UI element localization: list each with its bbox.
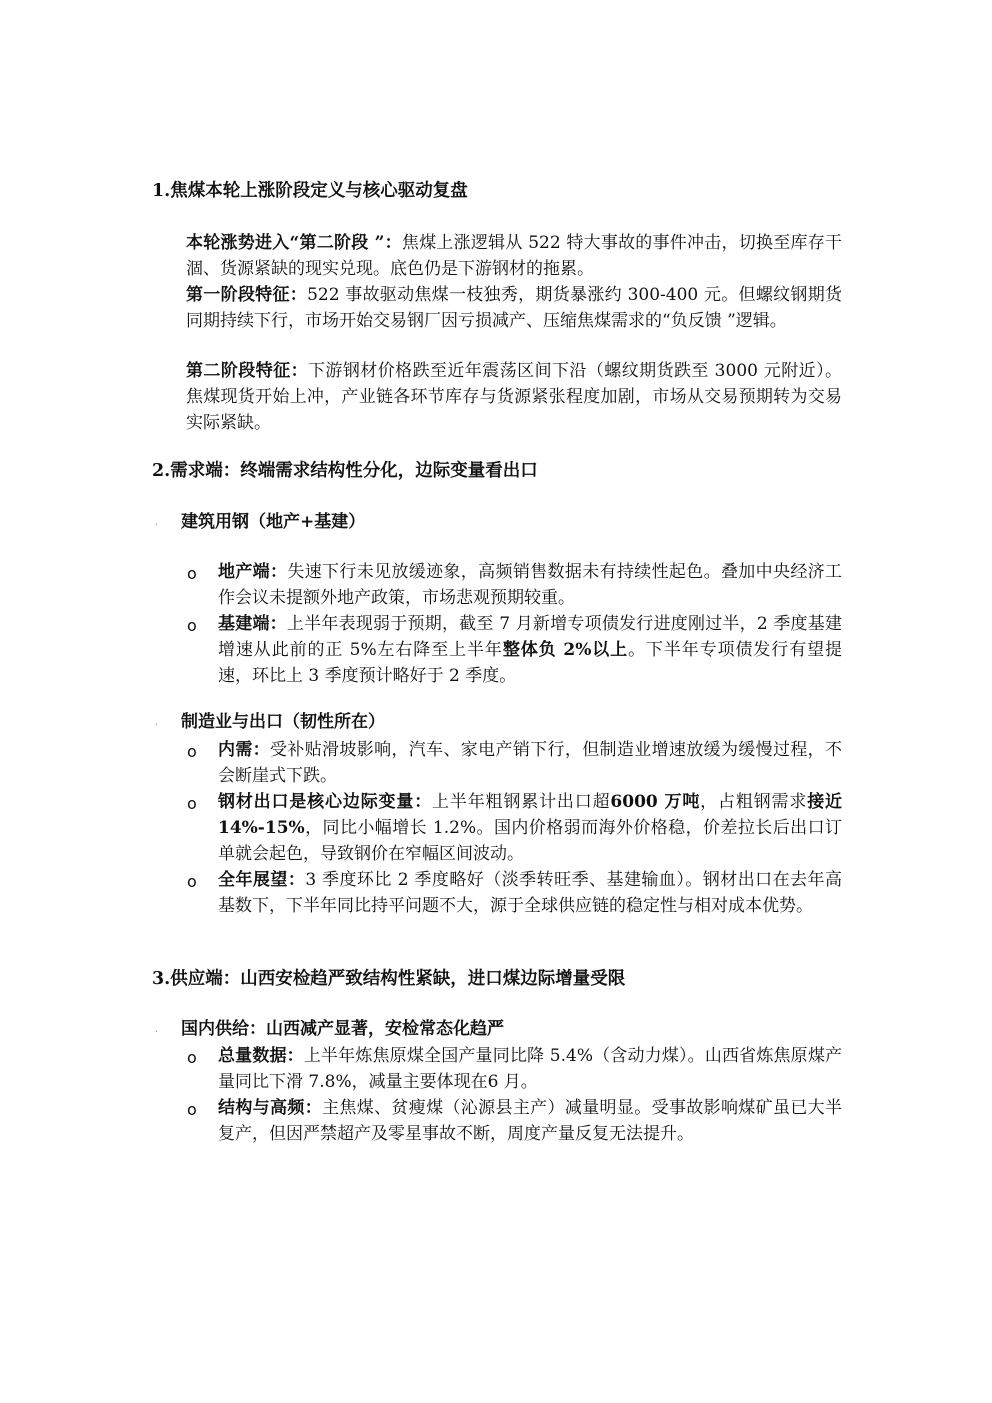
bullet-circle-icon: o — [187, 616, 197, 635]
paragraph-stage-2-entry — [186, 230, 842, 282]
item-label: 钢材出口是核心边际变量： — [218, 792, 433, 812]
item-text: 上半年炼焦原煤全国产量同比降 5.4%（含动力煤）。山西省炼焦原煤产量同比下滑 7.8%，减量主要体现在6 月。 — [218, 1046, 842, 1092]
item-label: 总量数据： — [218, 1046, 304, 1066]
paragraph-stage-2-features — [186, 358, 842, 436]
bullet-circle-icon: o — [187, 742, 197, 761]
paragraph-label: 第一阶段特征： — [186, 285, 308, 305]
subsection-title: 建筑用钢（地产+基建） — [181, 512, 366, 532]
item-label: 全年展望： — [218, 870, 306, 890]
item-text: 失速下行未见放缓迹象，高频销售数据未有持续性起色。叠加中央经济工作会议未提额外地产政策，市场悲观预期较重。 — [218, 562, 843, 608]
sub-marker: . — [155, 516, 159, 528]
bullet-circle-icon: o — [187, 872, 197, 891]
list-item-infrastructure — [218, 611, 842, 689]
subsection-manufacturing-export — [155, 709, 385, 736]
list-item-steel-export — [218, 789, 842, 867]
sub-marker: . — [155, 716, 159, 728]
item-label: 内需： — [218, 740, 271, 760]
paragraph-stage-1-features — [186, 282, 842, 334]
section-heading-3: 3.供应端：山西安检趋严致结构性紧缺，进口煤边际增量受限 — [152, 969, 626, 989]
item-text: ，同比小幅增长 1.2%。国内价格弱而海外价格稳，价差拉长后出口订单就会起色，导致钢价在窄幅区间波动。 — [218, 818, 842, 864]
item-text: 受补贴滑坡影响，汽车、家电产销下行，但制造业增速放缓为缓慢过程，不会断崖式下跌。 — [218, 740, 843, 786]
sub-marker: . — [155, 1023, 159, 1035]
paragraph-text: 焦煤上涨逻辑从 522 特大事故的事件冲击，切换至库存干涸、货源紧缺的现实兑现。底色仍是下游钢材的拖累。 — [186, 233, 842, 279]
list-item-full-year-outlook — [218, 867, 842, 919]
item-text: 。下半年专项债发行有望提速，环比上 3 季度预计略好于 2 季度。 — [218, 640, 843, 686]
item-text: 上半年粗钢累计出口超 — [432, 792, 611, 812]
list-item-structure-high-frequency — [218, 1095, 842, 1147]
item-text: 上半年表现弱于预期，截至 7 月新增专项债发行进度刚过半，2 季度基建增速从此前的正 5%左右降至上半年 — [218, 614, 842, 660]
list-item-real-estate — [218, 559, 842, 611]
subsection-construction-steel — [155, 509, 365, 536]
item-emphasis: 6000 万吨 — [610, 792, 701, 812]
paragraph-text: 下游钢材价格跌至近年震荡区间下沿（螺纹期货跌至 3000 元附近）。焦煤现货开始上冲，产业链各环节库存与货源紧张程度加剧，市场从交易预期转为交易实际紧缺。 — [186, 361, 842, 433]
section-heading-2: 2.需求端：终端需求结构性分化，边际变量看出口 — [152, 461, 538, 481]
paragraph-label: 本轮涨势进入“第二阶段 ”： — [186, 233, 402, 253]
bullet-circle-icon: o — [187, 1048, 197, 1067]
paragraph-label: 第二阶段特征： — [186, 361, 308, 381]
item-label: 结构与高频： — [218, 1098, 323, 1118]
item-text: ，占粗钢需求 — [700, 792, 808, 812]
list-item-domestic-demand — [218, 737, 842, 789]
item-emphasis: 整体负 2%以上 — [502, 640, 629, 660]
paragraph-text: 522 事故驱动焦煤一枝独秀，期货暴涨约 300-400 元。但螺纹钢期货同期持续下行，市场开始交易钢厂因亏损减产、压缩焦煤需求的“负反馈 ”逻辑。 — [186, 285, 842, 331]
bullet-circle-icon: o — [187, 794, 197, 813]
subsection-domestic-supply — [155, 1016, 504, 1043]
bullet-circle-icon: o — [187, 1100, 197, 1119]
item-label: 地产端： — [218, 562, 288, 582]
subsection-title: 制造业与出口（韧性所在） — [181, 712, 385, 732]
subsection-title: 国内供给：山西减产显著，安检常态化趋严 — [181, 1019, 504, 1039]
item-label: 基建端： — [218, 614, 287, 634]
section-heading-1: 1.焦煤本轮上涨阶段定义与核心驱动复盘 — [152, 181, 468, 201]
bullet-circle-icon: o — [187, 564, 197, 583]
list-item-total-volume — [218, 1043, 842, 1095]
item-text: 3 季度环比 2 季度略好（淡季转旺季、基建输血）。钢材出口在去年高基数下，下半年同比持平问题不大，源于全球供应链的稳定性与相对成本优势。 — [218, 870, 843, 916]
item-emphasis: 接近 14%-15% — [218, 792, 843, 838]
item-text: 主焦煤、贫瘦煤（沁源县主产）减量明显。受事故影响煤矿虽已大半复产，但因严禁超产及零星事故不断，周度产量反复无法提升。 — [218, 1098, 843, 1144]
